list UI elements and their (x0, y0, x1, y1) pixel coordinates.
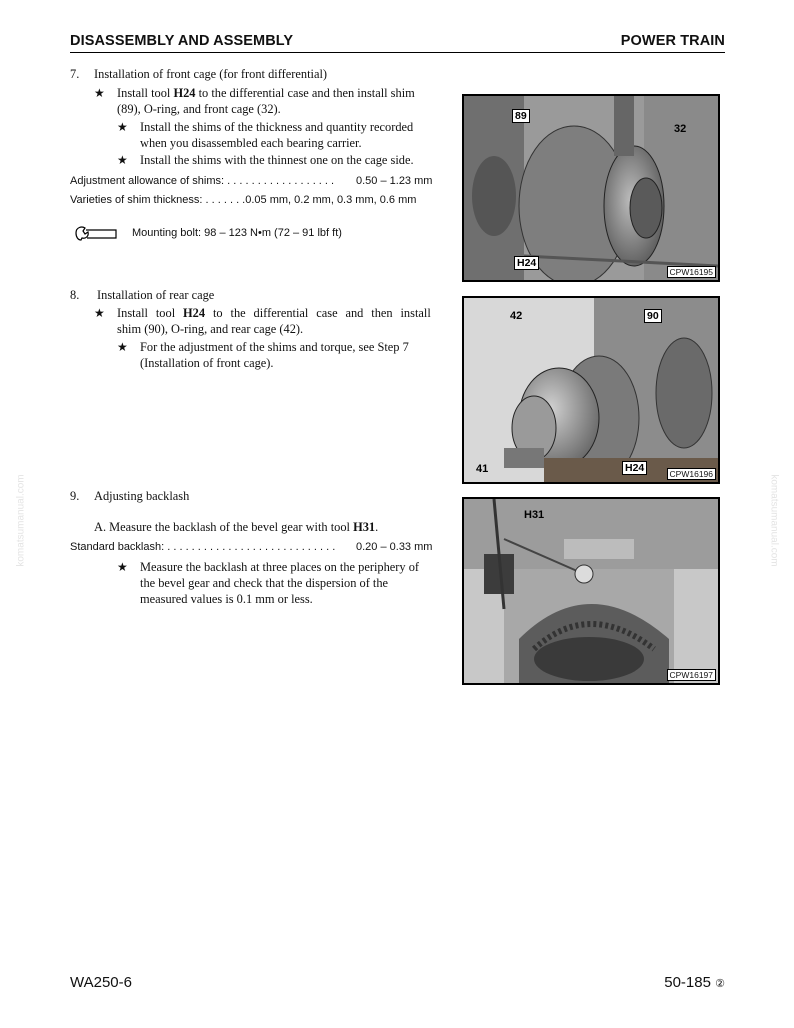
step7-title: Installation of front cage (for front differential) (94, 67, 328, 81)
step9-a: A. Measure the backlash of the bevel gear with tool H31. (94, 520, 379, 534)
step7-sub2: Install the shims with the thinnest one on the cage side. (140, 153, 414, 167)
star-icon: ★ (117, 560, 128, 574)
step9-number: 9. (70, 489, 80, 503)
step7-bullet1-line1: Install tool H24 to the differential case and then install shim (117, 86, 415, 100)
step9-sub1-line1: Measure the backlash at three places on the periphery of (140, 560, 420, 574)
step8-bullet1-line1: Install tool H24 to the differential case and then install (117, 306, 431, 320)
step8-sub1-line2: (Installation of front cage). (140, 356, 274, 370)
step8-title: Installation of rear cage (97, 288, 215, 302)
callout-90: 90 (644, 309, 662, 323)
step9-sub1-line2: the bevel gear and check that the dispersion of the (140, 576, 389, 590)
star-icon: ★ (117, 340, 128, 354)
step7-bullet1-line2: (89), O-ring, and front cage (32). (117, 102, 281, 116)
step7-sub1-line2: when you disassembled each bearing carrier. (140, 136, 362, 150)
model-number: WA250-6 (70, 974, 132, 991)
star-icon: ★ (117, 153, 128, 167)
spec-standard-backlash: Standard backlash: . . . . . . . . . . . . . . . . . . . . . . . . . . . . 0.20 – 0.33 mm (70, 541, 433, 553)
step9-title: Adjusting backlash (94, 489, 190, 503)
step9-sub1-line3: measured values is 0.1 mm or less. (140, 592, 313, 606)
step7-number: 7. (70, 67, 80, 81)
revision-mark: ② (715, 978, 725, 990)
page-number: 50-185 ② (664, 974, 725, 991)
photo-code: CPW16196 (667, 468, 716, 480)
callout-h24: H24 (514, 256, 539, 270)
callout-41: 41 (476, 463, 489, 475)
photo-code: CPW16195 (667, 266, 716, 278)
watermark-left: komatsumanual.com (15, 474, 27, 567)
watermark-right: komatsumanual.com (768, 474, 780, 567)
section-title: DISASSEMBLY AND ASSEMBLY (70, 33, 294, 49)
callout-h31: H31 (524, 509, 545, 521)
spec-shim-allowance: Adjustment allowance of shims: . . . . . . . . . . . . . . . . . . 0.50 – 1.23 mm (70, 175, 433, 187)
torque-spec: Mounting bolt: 98 – 123 N•m (72 – 91 lbf ft) (132, 227, 342, 239)
star-icon: ★ (94, 306, 105, 320)
photo-backlash (462, 497, 720, 685)
callout-h24: H24 (622, 461, 647, 475)
photo-front-cage (462, 94, 720, 282)
step8-bullet1-line2: shim (90), O-ring, and rear cage (42). (117, 322, 304, 336)
step7-sub1-line1: Install the shims of the thickness and quantity recorded (140, 120, 414, 134)
step8-number: 8. (70, 288, 80, 302)
callout-42: 42 (510, 310, 523, 322)
step8-sub1-line1: For the adjustment of the shims and torque, see Step 7 (140, 340, 409, 354)
chapter-title: POWER TRAIN (620, 33, 725, 49)
callout-32: 32 (674, 123, 687, 135)
callout-89: 89 (512, 109, 530, 123)
photo-rear-cage (462, 296, 720, 484)
star-icon: ★ (117, 120, 128, 134)
header-rule (70, 52, 725, 53)
star-icon: ★ (94, 86, 105, 100)
wrench-icon (74, 223, 118, 243)
spec-shim-varieties: Varieties of shim thickness: . . . . . . .0.05 mm, 0.2 mm, 0.3 mm, 0.6 mm (70, 194, 417, 206)
photo-code: CPW16197 (667, 669, 716, 681)
